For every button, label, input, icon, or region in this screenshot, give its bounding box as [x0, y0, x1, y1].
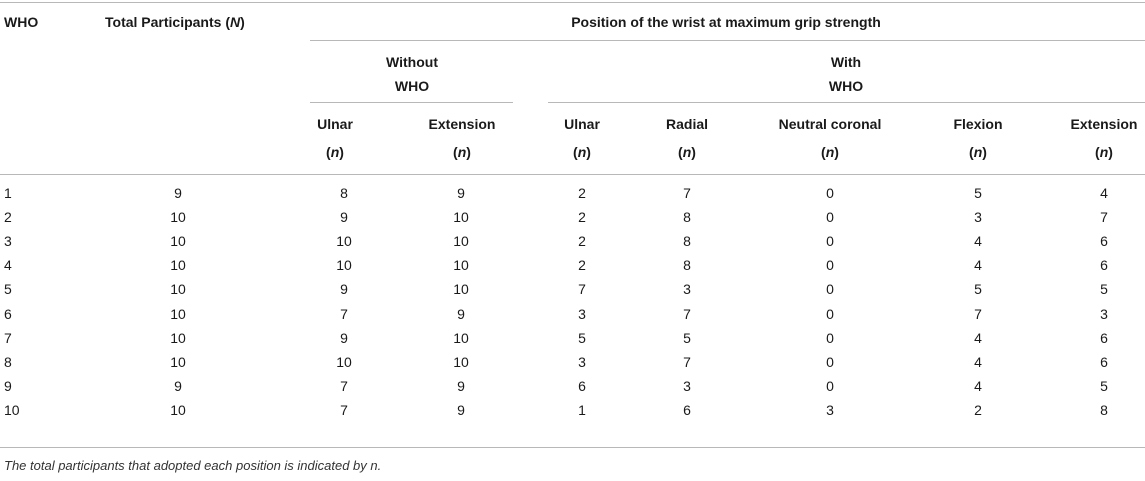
group-without-line2: WHO — [394, 78, 430, 94]
cell-total: 9 — [174, 185, 182, 201]
header-position-span: Position of the wrist at maximum grip strength — [571, 14, 881, 30]
cell-with-ulnar: 2 — [578, 257, 586, 273]
cell-with-extension: 5 — [1100, 281, 1108, 297]
cell-total: 10 — [170, 233, 186, 249]
cell-with-radial: 3 — [683, 378, 691, 394]
cell-with-extension: 6 — [1100, 233, 1108, 249]
cell-who-id: 9 — [4, 378, 12, 394]
cell-with-neutral: 0 — [826, 281, 834, 297]
cell-without-ulnar: 9 — [340, 209, 348, 225]
cell-total: 10 — [170, 402, 186, 418]
cell-with-ulnar: 6 — [578, 378, 586, 394]
cell-with-flexion: 5 — [974, 281, 982, 297]
cell-with-radial: 8 — [683, 233, 691, 249]
cell-total: 10 — [170, 209, 186, 225]
table-footnote: The total participants that adopted each position is indicated by n. — [4, 458, 382, 473]
cell-total: 10 — [170, 281, 186, 297]
cell-with-extension: 4 — [1100, 185, 1108, 201]
cell-without-extension: 9 — [457, 378, 465, 394]
cell-who-id: 6 — [4, 306, 12, 322]
cell-without-ulnar: 7 — [340, 402, 348, 418]
cell-who-id: 3 — [4, 233, 12, 249]
cell-with-neutral: 3 — [826, 402, 834, 418]
cell-with-neutral: 0 — [826, 257, 834, 273]
cell-with-neutral: 0 — [826, 306, 834, 322]
sub-ulnar-with: Ulnar — [564, 116, 600, 132]
cell-with-extension: 3 — [1100, 306, 1108, 322]
cell-without-extension: 10 — [453, 233, 469, 249]
cell-with-ulnar: 5 — [578, 330, 586, 346]
cell-with-neutral: 0 — [826, 185, 834, 201]
cell-without-ulnar: 7 — [340, 306, 348, 322]
cell-without-ulnar: 8 — [340, 185, 348, 201]
cell-with-flexion: 4 — [974, 354, 982, 370]
cell-total: 10 — [170, 306, 186, 322]
cell-with-extension: 5 — [1100, 378, 1108, 394]
sub-extension-with: Extension — [1070, 116, 1138, 132]
cell-with-ulnar: 7 — [578, 281, 586, 297]
cell-with-radial: 6 — [683, 402, 691, 418]
cell-who-id: 10 — [4, 402, 20, 418]
cell-with-flexion: 5 — [974, 185, 982, 201]
sub-extension-without: Extension — [428, 116, 496, 132]
span-rule — [310, 40, 1145, 41]
sub-neutral-coronal: Neutral coronal — [778, 116, 882, 132]
cell-with-extension: 6 — [1100, 354, 1108, 370]
cell-with-radial: 7 — [683, 185, 691, 201]
top-rule — [0, 2, 1145, 3]
n-marker: (n) — [326, 144, 344, 160]
cell-with-flexion: 4 — [974, 257, 982, 273]
sub-flexion: Flexion — [953, 116, 1003, 132]
header-total-participants: Total Participants (N) — [105, 14, 245, 30]
cell-with-flexion: 7 — [974, 306, 982, 322]
n-marker: (n) — [453, 144, 471, 160]
cell-total: 10 — [170, 330, 186, 346]
cell-total: 10 — [170, 257, 186, 273]
cell-with-flexion: 4 — [974, 378, 982, 394]
cell-with-ulnar: 3 — [578, 354, 586, 370]
cell-with-ulnar: 2 — [578, 185, 586, 201]
cell-who-id: 8 — [4, 354, 12, 370]
cell-without-extension: 10 — [453, 257, 469, 273]
cell-without-extension: 10 — [453, 281, 469, 297]
cell-with-radial: 3 — [683, 281, 691, 297]
n-marker: (n) — [821, 144, 839, 160]
cell-total: 9 — [174, 378, 182, 394]
cell-who-id: 2 — [4, 209, 12, 225]
cell-with-radial: 8 — [683, 257, 691, 273]
table-bottom-rule — [0, 447, 1145, 448]
cell-who-id: 4 — [4, 257, 12, 273]
sub-ulnar-without: Ulnar — [317, 116, 353, 132]
cell-without-extension: 10 — [453, 209, 469, 225]
cell-with-neutral: 0 — [826, 233, 834, 249]
cell-without-ulnar: 7 — [340, 378, 348, 394]
cell-with-flexion: 2 — [974, 402, 982, 418]
cell-without-ulnar: 10 — [336, 233, 352, 249]
sub-radial: Radial — [665, 116, 709, 132]
cell-without-extension: 10 — [453, 354, 469, 370]
cell-with-neutral: 0 — [826, 330, 834, 346]
cell-without-extension: 10 — [453, 330, 469, 346]
header-total-label: Total Participants — [105, 14, 222, 30]
cell-who-id: 5 — [4, 281, 12, 297]
n-marker: (n) — [678, 144, 696, 160]
group-without-line1: Without — [386, 54, 438, 70]
cell-with-flexion: 4 — [974, 233, 982, 249]
cell-total: 10 — [170, 354, 186, 370]
cell-without-ulnar: 10 — [336, 354, 352, 370]
cell-with-ulnar: 3 — [578, 306, 586, 322]
cell-with-neutral: 0 — [826, 354, 834, 370]
cell-without-ulnar: 9 — [340, 330, 348, 346]
cell-with-radial: 7 — [683, 354, 691, 370]
n-marker: (n) — [969, 144, 987, 160]
cell-without-ulnar: 10 — [336, 257, 352, 273]
cell-with-neutral: 0 — [826, 209, 834, 225]
cell-without-extension: 9 — [457, 306, 465, 322]
cell-with-extension: 8 — [1100, 402, 1108, 418]
cell-who-id: 7 — [4, 330, 12, 346]
n-marker: (n) — [573, 144, 591, 160]
header-bottom-rule — [0, 174, 1145, 175]
without-rule — [310, 102, 513, 103]
group-with-line2: WHO — [828, 78, 864, 94]
cell-with-extension: 6 — [1100, 257, 1108, 273]
cell-without-ulnar: 9 — [340, 281, 348, 297]
cell-with-extension: 6 — [1100, 330, 1108, 346]
cell-with-extension: 7 — [1100, 209, 1108, 225]
cell-with-radial: 8 — [683, 209, 691, 225]
cell-with-ulnar: 2 — [578, 209, 586, 225]
cell-with-neutral: 0 — [826, 378, 834, 394]
header-total-symbol: N — [230, 14, 241, 30]
cell-with-flexion: 3 — [974, 209, 982, 225]
cell-with-ulnar: 2 — [578, 233, 586, 249]
n-marker: (n) — [1095, 144, 1113, 160]
cell-with-flexion: 4 — [974, 330, 982, 346]
cell-who-id: 1 — [4, 185, 12, 201]
cell-without-extension: 9 — [457, 402, 465, 418]
header-who: WHO — [4, 14, 39, 30]
cell-with-ulnar: 1 — [578, 402, 586, 418]
group-with-line1: With — [830, 54, 862, 70]
cell-with-radial: 7 — [683, 306, 691, 322]
with-rule — [548, 102, 1145, 103]
cell-without-extension: 9 — [457, 185, 465, 201]
cell-with-radial: 5 — [683, 330, 691, 346]
